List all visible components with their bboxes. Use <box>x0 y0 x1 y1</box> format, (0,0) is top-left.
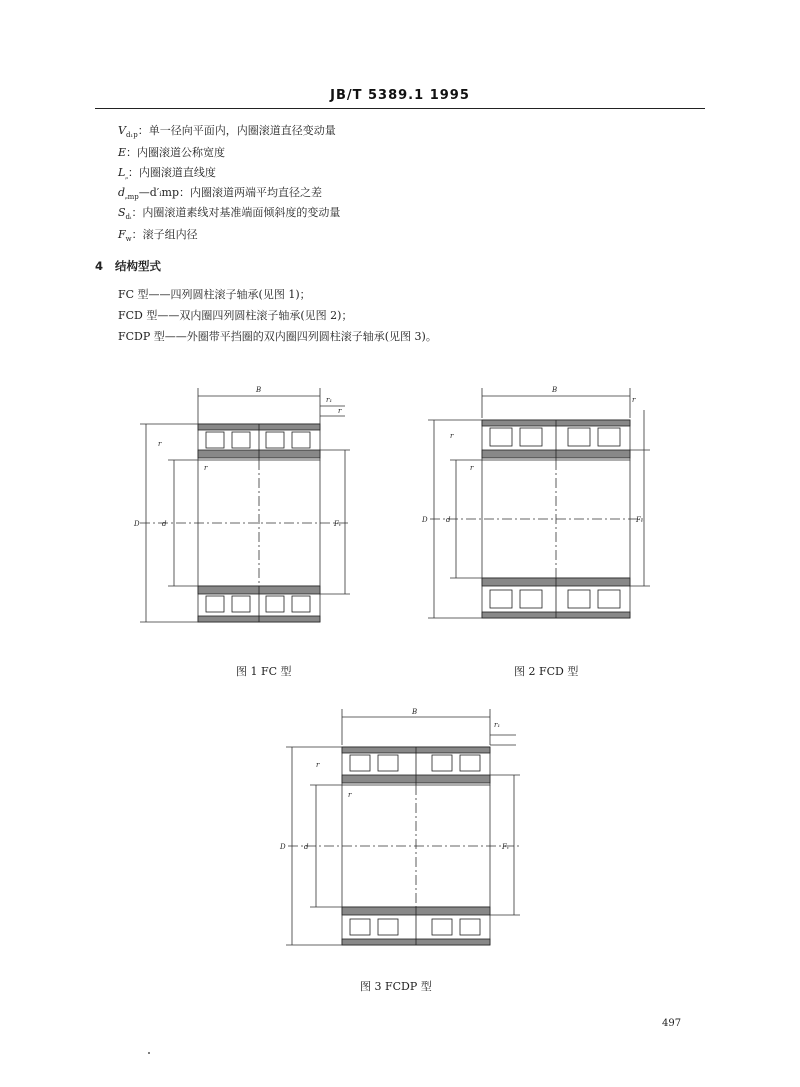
symbol-subscript: ᵨ <box>125 173 128 182</box>
symbol-definition <box>118 186 322 204</box>
figure-2-drawing <box>410 380 650 650</box>
symbol-subscript: ᵨmp <box>125 193 139 202</box>
type-fc: FC 型——四列圆柱滚子轴承(见图 1)； <box>118 288 311 301</box>
section-title: 结构型式 <box>115 259 162 273</box>
label-r: r <box>450 432 454 440</box>
label-Fw: Fᵥ <box>636 516 644 524</box>
symbol-subscript: w <box>125 235 132 244</box>
symbol: F <box>118 228 126 241</box>
figure-2-caption: 图 2 FCD 型 <box>514 665 579 678</box>
figure-3-drawing <box>270 705 530 965</box>
label-Fw: Fᵥ <box>502 843 510 851</box>
label-r-inner: r <box>348 791 352 799</box>
symbol-subscript: dᵢ <box>125 213 132 222</box>
symbol-text: —d′ᵢmp：内圈滚道两端平均直径之差 <box>138 186 322 199</box>
label-d: d <box>446 516 451 524</box>
symbol-text: ：单一径向平面内，内圈滚道直径变动量 <box>137 124 336 137</box>
type-fcdp: FCDP 型——外圈带平挡圈的双内圈四列圆柱滚子轴承(见图 3)。 <box>118 330 437 343</box>
figure-1-drawing <box>120 380 360 650</box>
label-r-inner: r <box>204 464 208 472</box>
label-r: r <box>158 440 162 448</box>
symbol: S <box>118 206 126 219</box>
symbol-subscript: d₁p <box>125 131 138 140</box>
label-D: D <box>134 520 140 528</box>
symbol: d <box>118 186 126 199</box>
symbol-definition <box>118 146 225 160</box>
header-rule <box>95 108 705 109</box>
label-r: r <box>316 761 320 769</box>
label-r1: r₁ <box>494 721 501 729</box>
label-r1: r <box>632 396 636 404</box>
section-heading <box>95 258 161 274</box>
section-number: 4 <box>95 259 104 273</box>
symbol-definition <box>118 124 336 142</box>
figure-1-caption: 图 1 FC 型 <box>236 665 292 678</box>
symbol-text: ：内圈滚道素线对基准端面倾斜度的变动量 <box>131 206 341 219</box>
label-r1-right: r <box>338 407 342 415</box>
symbol-text: ：内圈滚道直线度 <box>127 166 216 179</box>
label-r-inner: r <box>470 464 474 472</box>
symbol: E <box>118 146 127 159</box>
symbol-definition <box>118 228 198 246</box>
label-B: B <box>552 386 558 394</box>
symbol-text: ：内圈滚道公称宽度 <box>126 146 226 159</box>
label-D: D <box>422 516 428 524</box>
label-B: B <box>412 708 418 716</box>
label-D: D <box>280 843 286 851</box>
page-number: 497 <box>662 1018 682 1029</box>
label-r1: r₁ <box>326 396 333 404</box>
symbol: V <box>118 124 126 137</box>
symbol: L <box>118 166 126 179</box>
scan-speck <box>148 1052 150 1054</box>
symbol-definition <box>118 206 340 224</box>
standard-code: JB/T 5389.1 1995 <box>330 88 470 103</box>
figure-3-caption: 图 3 FCDP 型 <box>360 980 432 993</box>
type-fcd: FCD 型——双内圈四列圆柱滚子轴承(见图 2)； <box>118 309 353 322</box>
label-B: B <box>256 386 262 394</box>
label-d: d <box>162 520 167 528</box>
label-Fw: Fᵥ <box>334 520 342 528</box>
symbol-definition <box>118 166 216 184</box>
label-d: d <box>304 843 309 851</box>
symbol-text: ：滚子组内径 <box>131 228 198 241</box>
